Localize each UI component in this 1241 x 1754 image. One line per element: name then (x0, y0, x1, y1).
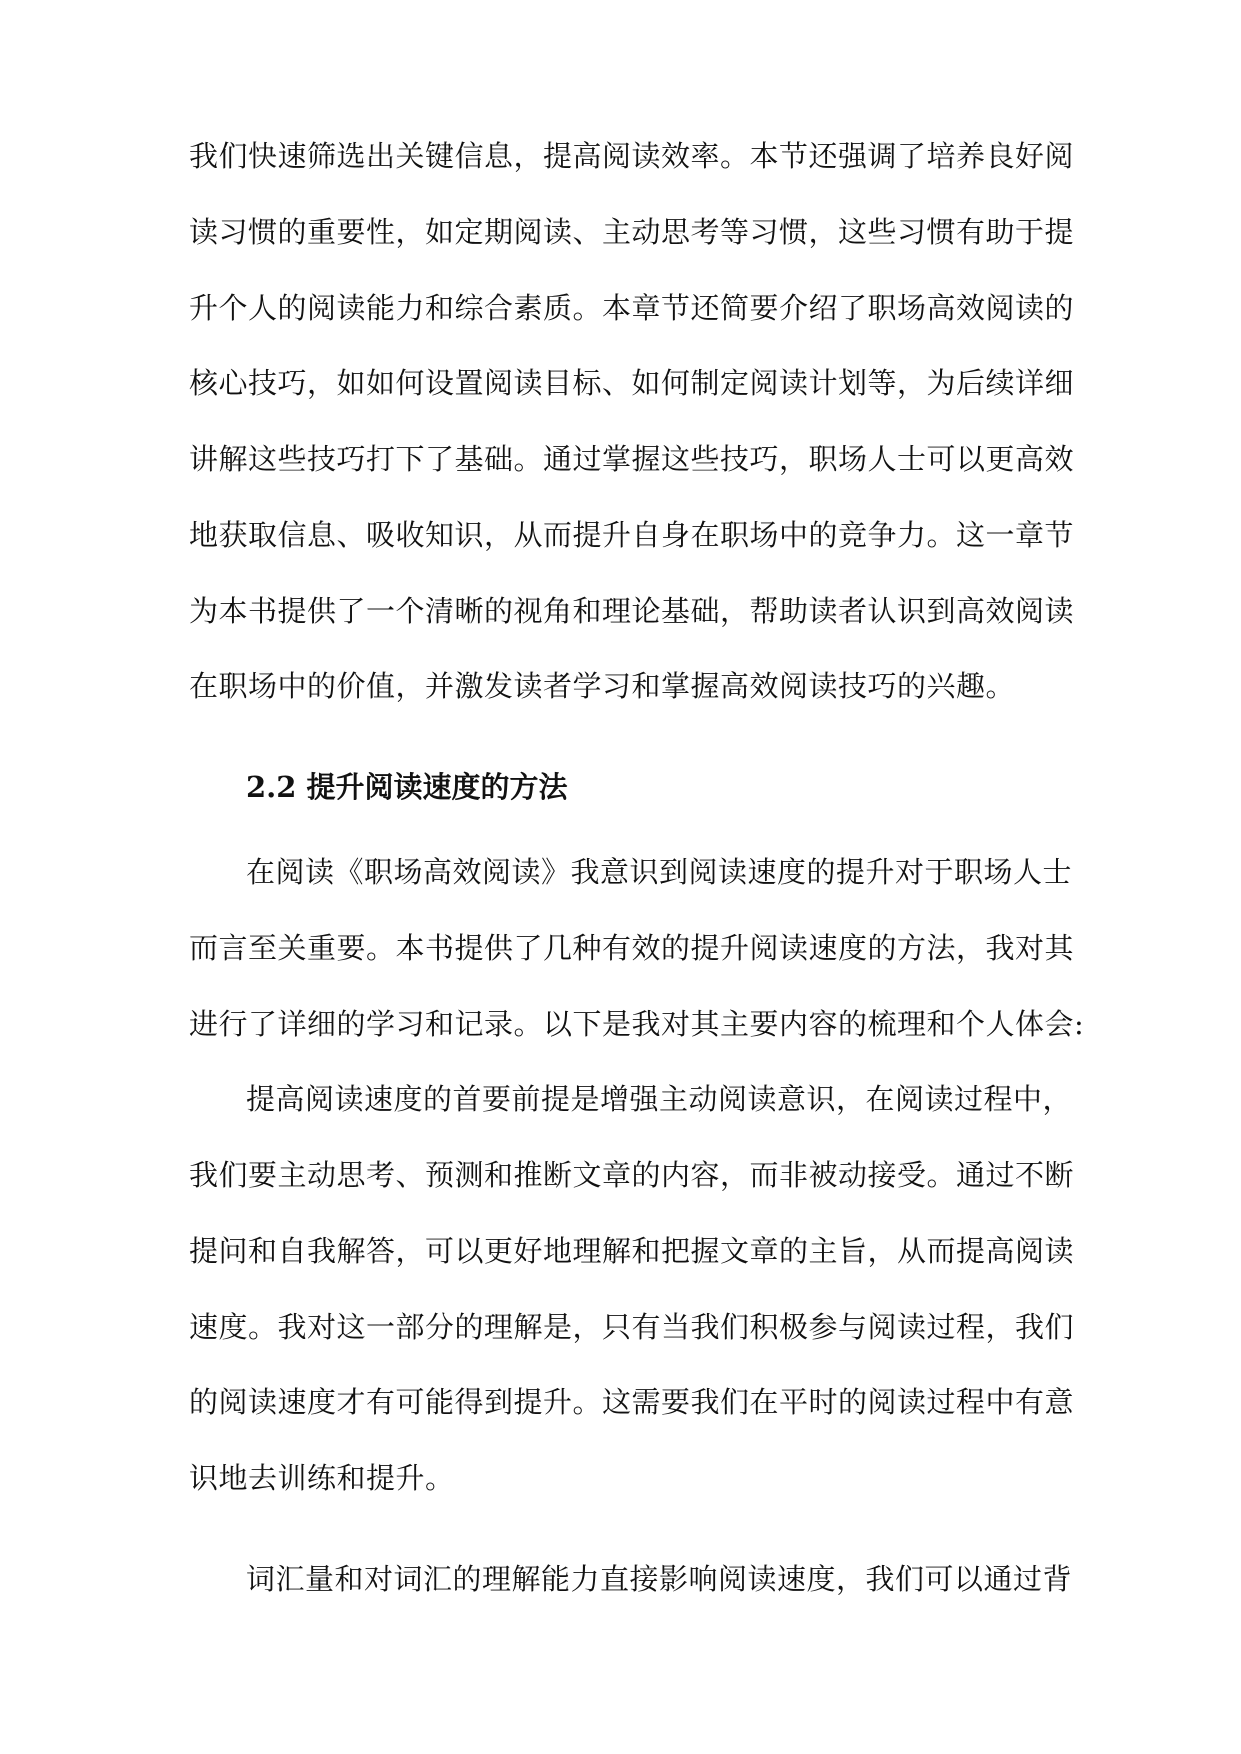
paragraph-1-line-3: 升个人的阅读能力和综合素质。本章节还简要介绍了职场高效阅读的 (189, 291, 1075, 325)
paragraph-1-line-5: 讲解这些技巧打下了基础。通过掌握这些技巧，职场人士可以更高效 (189, 442, 1075, 476)
section-heading: 2.2 提升阅读速度的方法 (246, 770, 568, 804)
paragraph-1-line-8: 在职场中的价值，并激发读者学习和掌握高效阅读技巧的兴趣。 (189, 669, 1016, 703)
paragraph-1-line-2: 读习惯的重要性，如定期阅读、主动思考等习惯，这些习惯有助于提 (189, 215, 1075, 249)
paragraph-1-line-6: 地获取信息、吸收知识，从而提升自身在职场中的竞争力。这一章节 (189, 518, 1075, 552)
paragraph-1-line-4: 核心技巧，如如何设置阅读目标、如何制定阅读计划等，为后续详细 (189, 366, 1075, 400)
paragraph-2-line-3: 进行了详细的学习和记录。以下是我对其主要内容的梳理和个人体会: (189, 1007, 1085, 1041)
paragraph-3-line-4: 速度。我对这一部分的理解是，只有当我们积极参与阅读过程，我们 (189, 1310, 1075, 1344)
paragraph-3-line-6: 识地去训练和提升。 (189, 1461, 455, 1495)
paragraph-1-line-1: 我们快速筛选出关键信息，提高阅读效率。本节还强调了培养良好阅 (189, 139, 1075, 173)
paragraph-3-line-3: 提问和自我解答，可以更好地理解和把握文章的主旨，从而提高阅读 (189, 1234, 1075, 1268)
paragraph-3-line-1: 提高阅读速度的首要前提是增强主动阅读意识，在阅读过程中， (246, 1082, 1073, 1116)
paragraph-4-line-1: 词汇量和对词汇的理解能力直接影响阅读速度，我们可以通过背 (246, 1562, 1073, 1596)
paragraph-2-line-2: 而言至关重要。本书提供了几种有效的提升阅读速度的方法，我对其 (189, 931, 1075, 965)
paragraph-2-line-1: 在阅读《职场高效阅读》我意识到阅读速度的提升对于职场人士 (246, 855, 1073, 889)
paragraph-3-line-2: 我们要主动思考、预测和推断文章的内容，而非被动接受。通过不断 (189, 1158, 1075, 1192)
paragraph-1-line-7: 为本书提供了一个清晰的视角和理论基础，帮助读者认识到高效阅读 (189, 594, 1075, 628)
paragraph-3-line-5: 的阅读速度才有可能得到提升。这需要我们在平时的阅读过程中有意 (189, 1385, 1075, 1419)
